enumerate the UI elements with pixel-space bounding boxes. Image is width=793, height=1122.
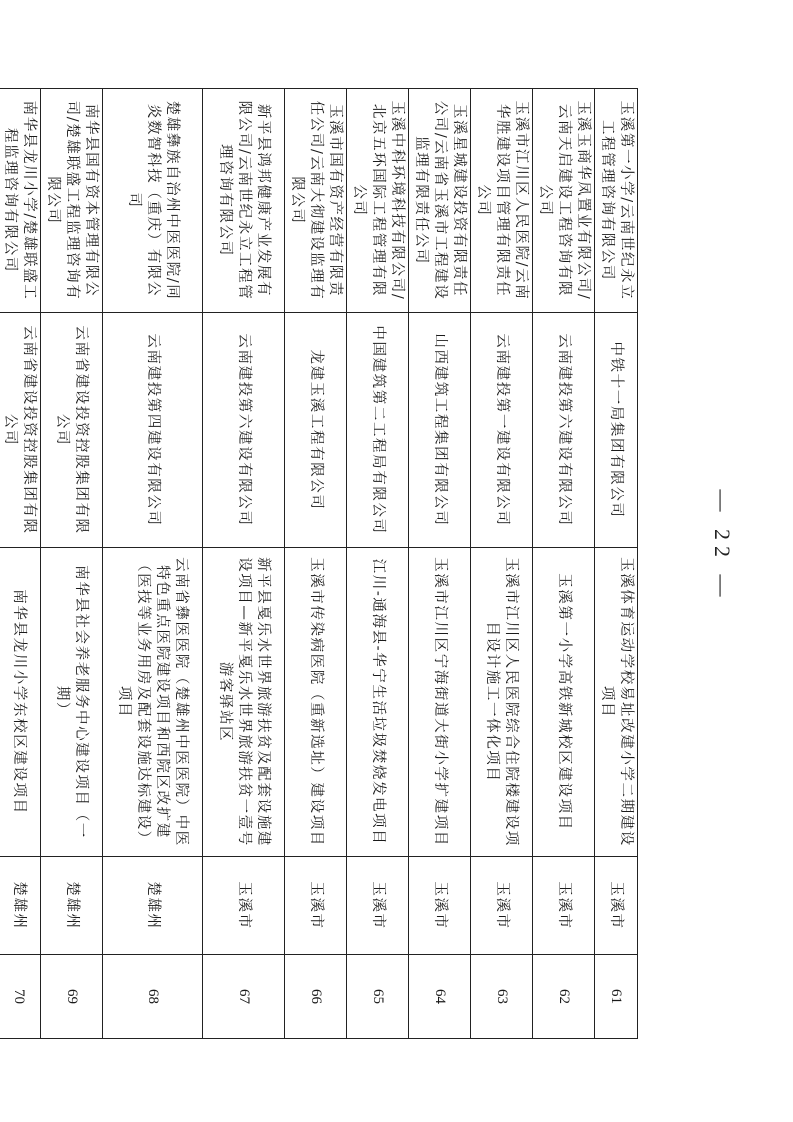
row-number-cell: 67 xyxy=(203,955,285,1039)
region-cell: 玉溪市 xyxy=(409,857,471,955)
row-number-cell: 69 xyxy=(41,955,103,1039)
contractor-cell: 云南省建设投资控股集团有限公司 xyxy=(0,313,41,548)
project-name-cell: 玉溪市江川区人民医院综合住院楼建设项目设计施工一体化项目 xyxy=(471,548,533,857)
row-number-cell: 61 xyxy=(595,955,638,1039)
project-name-cell: 玉溪第一小学高铁新城校区建设项目 xyxy=(533,548,595,857)
region-cell: 玉溪市 xyxy=(471,857,533,955)
project-name-cell: 玉溪市传染病医院（重新选址）建设项目 xyxy=(285,548,347,857)
construction-entity-cell: 玉溪中科环境科技有限公司/北京五环国际工程管理有限公司 xyxy=(347,89,409,313)
region-cell: 玉溪市 xyxy=(533,857,595,955)
rotated-table-wrapper xyxy=(2,88,638,1038)
table-row xyxy=(409,89,471,1039)
construction-entity-cell: 玉溪玉商华凤置业有限公司/云南天启建设工程咨询有限公司 xyxy=(533,89,595,313)
table-row xyxy=(41,89,103,1039)
table-row xyxy=(0,89,41,1039)
project-table-body xyxy=(0,89,638,1039)
contractor-cell: 云南建投第六建设有限公司 xyxy=(203,313,285,548)
table-row xyxy=(203,89,285,1039)
construction-entity-cell: 南华县龙川小学/楚雄联盛工程监理咨询有限公司 xyxy=(0,89,41,313)
contractor-cell: 云南建投第六建设有限公司 xyxy=(533,313,595,548)
table-row xyxy=(595,89,638,1039)
region-cell: 玉溪市 xyxy=(347,857,409,955)
region-cell: 玉溪市 xyxy=(595,857,638,955)
row-number-cell: 66 xyxy=(285,955,347,1039)
row-number-cell: 65 xyxy=(347,955,409,1039)
table-row xyxy=(347,89,409,1039)
table-row xyxy=(533,89,595,1039)
project-name-cell: 南华县龙川小学东校区建设项目 xyxy=(0,548,41,857)
table-row xyxy=(285,89,347,1039)
contractor-cell: 云南建投第四建设有限公司 xyxy=(103,313,203,548)
construction-entity-cell: 玉溪市国有资产经营有限责任公司/云南大彻建设监理有限公司 xyxy=(285,89,347,313)
region-cell: 楚雄州 xyxy=(0,857,41,955)
page-number: — 22 — xyxy=(710,489,735,603)
project-name-cell: 江川-通海县-华宁生活垃圾焚烧发电项目 xyxy=(347,548,409,857)
contractor-cell: 中铁十一局集团有限公司 xyxy=(595,313,638,548)
region-cell: 玉溪市 xyxy=(285,857,347,955)
region-cell: 楚雄州 xyxy=(41,857,103,955)
project-name-cell: 南华县社会养老服务中心建设项目（一期） xyxy=(41,548,103,857)
construction-entity-cell: 玉溪市江川区人民医院/云南华胜建设项目管理有限责任公司 xyxy=(471,89,533,313)
contractor-cell: 云南建投第一建设有限公司 xyxy=(471,313,533,548)
row-number-cell: 63 xyxy=(471,955,533,1039)
row-number-cell: 70 xyxy=(0,955,41,1039)
project-table xyxy=(0,88,638,1039)
construction-entity-cell: 南华县国有资本管理有限公司/楚雄联盛工程监理咨询有限公司 xyxy=(41,89,103,313)
contractor-cell: 云南省建设投资控股集团有限公司 xyxy=(41,313,103,548)
construction-entity-cell: 玉溪星城建设投资有限责任公司/云南省玉溪市工程建设监理有限责任公司 xyxy=(409,89,471,313)
construction-entity-cell: 玉溪第一小学/云南世纪永立工程管理咨询有限公司 xyxy=(595,89,638,313)
row-number-cell: 64 xyxy=(409,955,471,1039)
row-number-cell: 62 xyxy=(533,955,595,1039)
contractor-cell: 中国建筑第二工程局有限公司 xyxy=(347,313,409,548)
table-row xyxy=(103,89,203,1039)
project-name-cell: 云南省彝医医院（楚雄州中医医院）中医特色重点医院建设项目和西院区改扩建（医技等业务用房及配套设施达标建设）项目 xyxy=(103,548,203,857)
project-name-cell: 新平县戛乐水世界旅游扶贫及配套设施建设项目—新平戛乐水世界旅游扶贫一壹号游客驿站区 xyxy=(203,548,285,857)
region-cell: 楚雄州 xyxy=(103,857,203,955)
contractor-cell: 山西建筑工程集团有限公司 xyxy=(409,313,471,548)
region-cell: 玉溪市 xyxy=(203,857,285,955)
row-number-cell: 68 xyxy=(103,955,203,1039)
contractor-cell: 龙建玉溪工程有限公司 xyxy=(285,313,347,548)
project-name-cell: 玉溪体育运动学校易址改建小学二期建设项目 xyxy=(595,548,638,857)
construction-entity-cell: 新平县鸿邦健康产业发展有限公司/云南世纪永立工程管理咨询有限公司 xyxy=(203,89,285,313)
construction-entity-cell: 楚雄彝族自治州中医医院/同炎数智科技（重庆）有限公司 xyxy=(103,89,203,313)
project-name-cell: 玉溪市江川区宁海街道大街小学扩建项目 xyxy=(409,548,471,857)
table-row xyxy=(471,89,533,1039)
